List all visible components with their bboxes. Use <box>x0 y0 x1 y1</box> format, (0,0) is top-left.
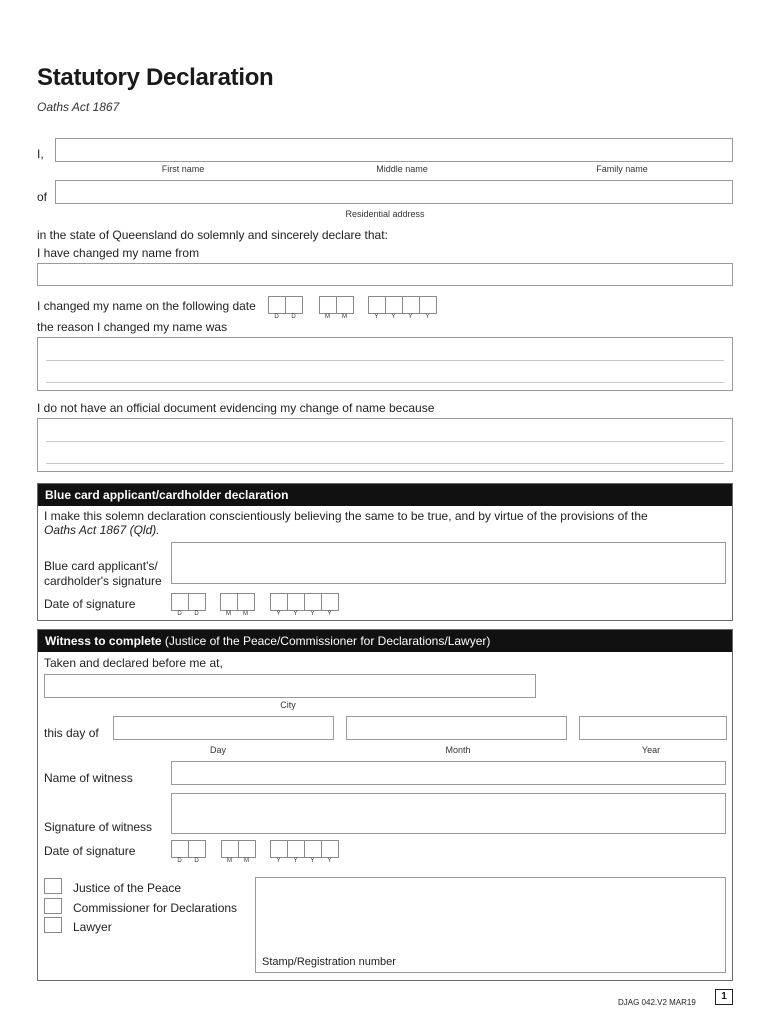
city-field[interactable] <box>44 674 536 698</box>
change-date-day[interactable]: D D <box>268 296 302 320</box>
page-number: 1 <box>715 989 733 1005</box>
reason-field[interactable] <box>37 337 733 391</box>
previous-name-field[interactable] <box>37 263 733 286</box>
page-title: Statutory Declaration <box>37 64 274 91</box>
applicant-signature-field[interactable] <box>171 542 726 584</box>
middle-name-caption: Middle name <box>376 164 428 174</box>
changed-date-label: I changed my name on the following date <box>37 299 256 313</box>
change-date-month[interactable]: M M <box>319 296 353 320</box>
this-day-label: this day of <box>44 726 99 740</box>
declarant-prefix: I, <box>37 147 44 161</box>
witness-heading: Witness to complete (Justice of the Peace/Commissioner for Declarations/Lawyer) <box>38 630 732 652</box>
applicant-signature-label-2: cardholder's signature <box>44 574 162 588</box>
no-document-label: I do not have an official document evidencing my change of name because <box>37 401 435 415</box>
form-code: DJAG 042.V2 MAR19 <box>618 998 696 1007</box>
changed-from-label: I have changed my name from <box>37 246 200 260</box>
page-subtitle: Oaths Act 1867 <box>37 100 120 114</box>
month-field[interactable] <box>346 716 567 740</box>
applicant-date-month[interactable]: M M <box>220 593 254 617</box>
full-name-field[interactable] <box>55 138 733 162</box>
declare-statement: in the state of Queensland do solemnly and sincerely declare that: <box>37 228 388 242</box>
jp-checkbox[interactable] <box>44 878 62 894</box>
residential-address-field[interactable] <box>55 180 733 204</box>
reason-label: the reason I changed my name was <box>37 320 228 334</box>
witness-name-field[interactable] <box>171 761 726 785</box>
blue-card-heading: Blue card applicant/cardholder declaration <box>38 484 732 506</box>
applicant-date-day[interactable]: D D <box>171 593 205 617</box>
blue-card-text: I make this solemn declaration conscientiously believing the same to be true, and by virtue of the provisions of the <box>44 509 648 523</box>
witness-date-month[interactable]: M M <box>221 840 255 864</box>
lawyer-checkbox[interactable] <box>44 917 62 933</box>
commissioner-checkbox[interactable] <box>44 898 62 914</box>
first-name-caption: First name <box>161 164 205 174</box>
witness-name-label: Name of witness <box>44 771 133 785</box>
applicant-date-year[interactable]: Y Y Y Y <box>270 593 338 617</box>
stamp-caption: Stamp/Registration number <box>262 956 396 968</box>
family-name-caption: Family name <box>596 164 648 174</box>
lawyer-label: Lawyer <box>73 920 112 934</box>
taken-declared-label: Taken and declared before me at, <box>44 656 223 670</box>
city-caption: City <box>280 700 296 710</box>
year-caption: Year <box>641 745 661 755</box>
witness-date-year[interactable]: Y Y Y Y <box>270 840 338 864</box>
change-date-year[interactable]: Y Y Y Y <box>368 296 436 320</box>
witness-date-label: Date of signature <box>44 844 136 858</box>
month-caption: Month <box>445 745 471 755</box>
oaths-act-reference: Oaths Act 1867 (Qld). <box>44 523 160 537</box>
day-field[interactable] <box>113 716 334 740</box>
applicant-date-label: Date of signature <box>44 597 136 611</box>
witness-signature-field[interactable] <box>171 793 726 834</box>
year-field[interactable] <box>579 716 727 740</box>
jp-label: Justice of the Peace <box>73 881 182 895</box>
of-label: of <box>37 190 48 204</box>
applicant-signature-label-1: Blue card applicant's/ <box>44 559 158 573</box>
witness-signature-label: Signature of witness <box>44 820 153 834</box>
day-caption: Day <box>209 745 226 755</box>
no-document-field[interactable] <box>37 418 733 472</box>
residential-address-caption: Residential address <box>345 209 425 219</box>
commissioner-label: Commissioner for Declarations <box>73 901 238 915</box>
witness-date-day[interactable]: D D <box>171 840 205 864</box>
